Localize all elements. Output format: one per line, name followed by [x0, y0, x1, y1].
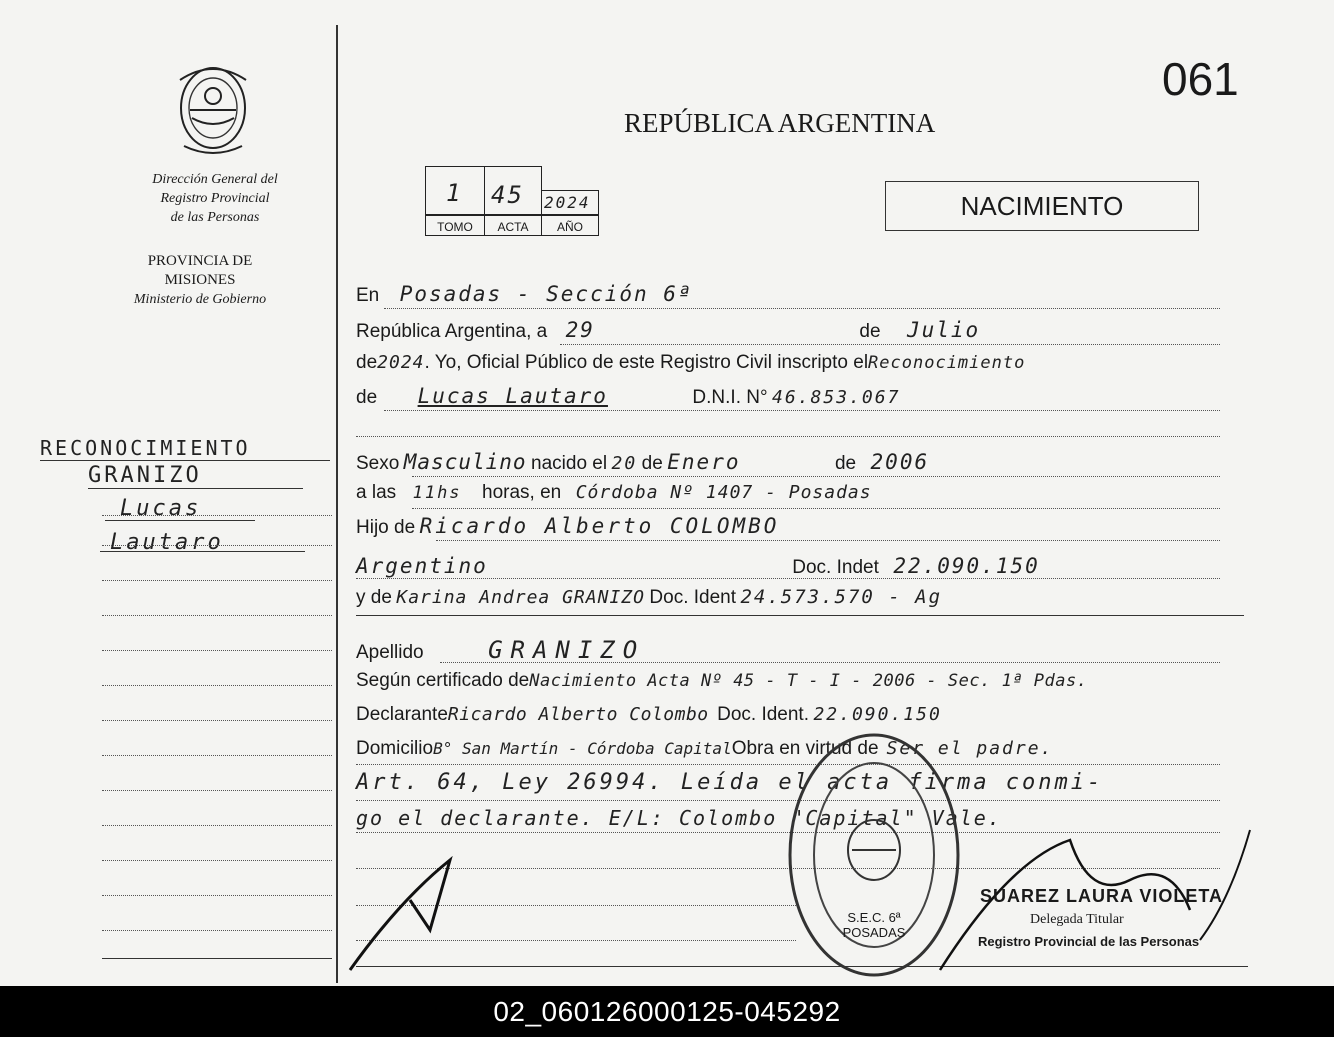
domicilio-label: Domicilio: [356, 738, 434, 759]
year-value: 2024: [377, 352, 425, 373]
margin-dots: [102, 930, 332, 931]
document-type-box: NACIMIENTO: [885, 181, 1199, 231]
declarant-signature: [340, 840, 480, 980]
day-value: 29: [565, 318, 595, 342]
madre-doc: 24.573.570 - Ag: [740, 586, 943, 608]
registry-line-1: Dirección General del: [152, 172, 278, 187]
seal-inner-text: S.E.C. 6ª POSADAS: [842, 910, 906, 940]
official-title: Delegada Titular: [1030, 912, 1124, 927]
hora-value: 11hs: [412, 483, 462, 503]
margin-dots: [102, 755, 332, 756]
ministry-line: Ministerio de Gobierno: [133, 292, 267, 307]
tomo-value: 1: [446, 179, 463, 207]
padre-nac: Argentino: [356, 554, 488, 578]
margin-dots: [102, 895, 332, 896]
declarante-doc: 22.090.150: [813, 704, 942, 725]
dni-label: D.N.I. N°: [692, 387, 768, 408]
apellido-label: Apellido: [356, 642, 424, 663]
obra-label: Obra en virtud de: [731, 738, 879, 759]
margin-note-4: Lautaro: [110, 530, 224, 555]
en-label: En: [356, 285, 380, 306]
domicilio-value: B° San Martín - Córdoba Capital: [433, 739, 732, 758]
margin-rule-1: [40, 460, 330, 461]
margin-rule-2: [88, 488, 303, 489]
de3-label: de: [641, 453, 663, 474]
obs-line-2: go el declarante. E/L: Colombo "Capital" Vale.: [356, 806, 1002, 830]
margin-dots: [102, 720, 332, 721]
margin-dots: [102, 860, 332, 861]
margin-dots: [102, 515, 332, 516]
anio-value: 2024: [544, 193, 591, 212]
margin-dots: [102, 790, 332, 791]
sexo-label: Sexo: [356, 453, 400, 474]
margin-dots: [102, 615, 332, 616]
yde-label: y de: [356, 587, 392, 608]
padre-value: Ricardo Alberto COLOMBO: [419, 514, 780, 538]
margin-note-2: GRANIZO: [88, 463, 202, 488]
anio-box: [541, 190, 599, 236]
obs-line-1: Art. 64, Ley 26994. Leída el acta firma conmi-: [356, 770, 1104, 795]
hijo-label: Hijo de: [356, 517, 416, 538]
alas-label: a las: [356, 482, 397, 503]
month-value: Julio: [906, 318, 981, 342]
obra-value: Ser el padre.: [886, 738, 1054, 759]
segun-value: Nacimiento Acta Nº 45 - T - I - 2006 - Sec. 1ª Pdas.: [529, 671, 1088, 691]
acta-box: [484, 166, 542, 236]
father-doc-dots: [356, 578, 1220, 579]
coat-of-arms-logo: [170, 60, 256, 158]
province-line-2: MISIONES: [164, 272, 236, 288]
father-doc-line: [356, 554, 1040, 584]
time-dots: [412, 508, 1220, 509]
province-line-1: PROVINCIA DE: [147, 253, 253, 269]
registry-line-3: de las Personas: [170, 210, 260, 225]
declarante-value: Ricardo Alberto Colombo: [447, 704, 709, 725]
margin-dots: [102, 825, 332, 826]
inscription-type: Reconocimiento: [868, 353, 1026, 373]
mother-underline: [356, 615, 1244, 616]
apellido-value: GRANIZO: [488, 636, 646, 664]
de-label: de: [859, 321, 881, 342]
anio-label: AÑO: [556, 220, 583, 234]
republica-label: República Argentina, a: [356, 321, 548, 342]
mother-line: [356, 586, 942, 616]
de2-label: de: [356, 387, 378, 408]
margin-dots: [102, 545, 332, 546]
acta-value: 45: [491, 181, 524, 209]
father-dots: [436, 540, 1220, 541]
madre-value: Karina Andrea GRANIZO: [396, 587, 645, 608]
de4-label: de: [834, 453, 857, 474]
box-underline: [425, 214, 599, 216]
surname-dots: [440, 662, 1220, 663]
province-heading: [105, 252, 295, 309]
doc-indet-label: Doc. Indet: [792, 557, 879, 578]
name-value: Lucas Lautaro: [417, 384, 608, 408]
registry-heading: [120, 170, 310, 227]
padre-doc: 22.090.150: [893, 554, 1040, 578]
observations-line-1: [356, 770, 1103, 800]
margin-note-1: RECONOCIMIENTO: [40, 436, 251, 460]
sex-dots: [412, 476, 1220, 477]
margin-note-3: Lucas: [120, 496, 202, 521]
dni-value: 46.853.067: [772, 387, 901, 408]
year-prefix: de: [356, 352, 378, 373]
margin-divider: [336, 25, 338, 983]
place-dots: [384, 308, 1220, 309]
certificate-line: [356, 670, 1087, 700]
margin-bottom-rule: [102, 958, 332, 959]
sexo-value: Masculino: [403, 450, 527, 474]
place-value: Posadas - Sección 6ª: [399, 282, 693, 306]
lugar-value: Córdoba Nº 1407 - Posadas: [575, 482, 872, 503]
tomo-label: TOMO: [437, 220, 473, 234]
margin-dots: [102, 580, 332, 581]
registry-line-2: Registro Provincial: [160, 191, 270, 206]
margin-dots: [102, 650, 332, 651]
doc-ident-label: Doc. Ident: [649, 587, 737, 608]
official-name: SUAREZ LAURA VIOLETA: [980, 886, 1223, 906]
declarante-doc-label: Doc. Ident.: [717, 704, 809, 725]
document-id-footer: 02_060126000125-045292: [0, 986, 1334, 1037]
margin-rule-3: [105, 520, 255, 521]
horas-label: horas, en: [482, 482, 562, 503]
seal-outer-text: [786, 730, 787, 731]
nacido-day: 20: [611, 453, 638, 474]
nacido-label: nacido el: [531, 453, 608, 474]
segun-label: Según certificado de: [356, 670, 530, 691]
yo-text: . Yo, Oficial Público de este Registro Civil inscripto el: [424, 352, 869, 373]
page-title: REPÚBLICA ARGENTINA: [624, 108, 936, 138]
blank-dots: [356, 436, 1220, 437]
name-dots: [384, 410, 1220, 411]
margin-rule-4: [100, 551, 305, 552]
margin-dots: [102, 685, 332, 686]
inscription-line: [356, 352, 1025, 382]
tomo-box: [425, 166, 485, 236]
official-org: Registro Provincial de las Personas: [978, 934, 1200, 949]
date-dots: [560, 344, 1220, 345]
nacido-year: 2006: [870, 450, 930, 474]
page-number: 061: [1162, 53, 1239, 105]
declarante-label: Declarante: [356, 704, 448, 725]
acta-label: ACTA: [497, 220, 529, 234]
nacido-month: Enero: [667, 450, 741, 474]
